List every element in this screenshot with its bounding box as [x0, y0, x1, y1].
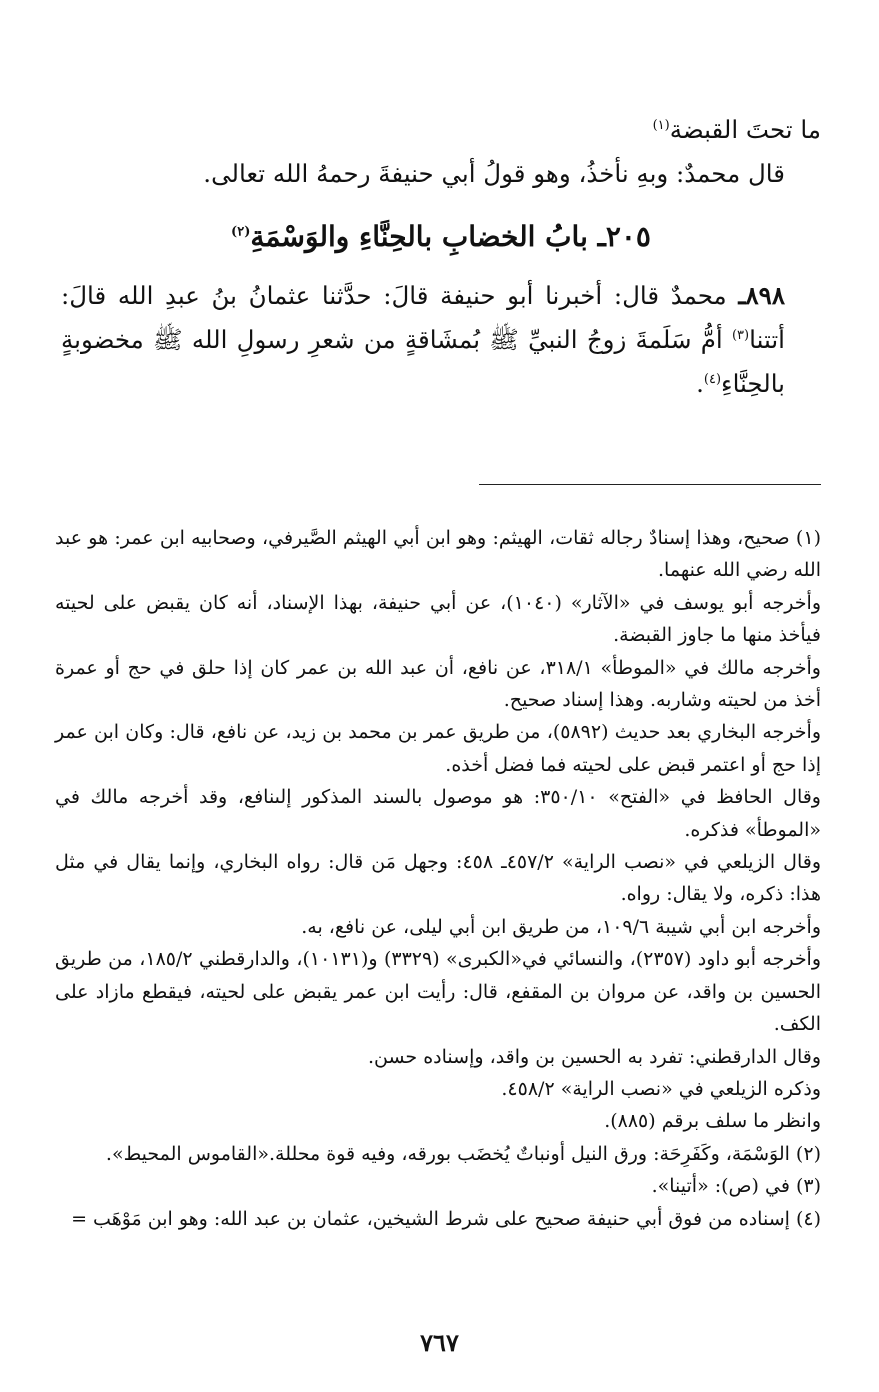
footnote-1-para: وأخرجه أبو يوسف في «الآثار» (١٠٤٠)، عن أبي حنيفة، بهذا الإسناد، أنه كان يقبض على لحيته فيأخذ منها ما جاوز القبضة.	[55, 591, 821, 647]
hadith-text-end: .	[696, 369, 704, 398]
footnote-1	[55, 522, 821, 1138]
chapter-title-text: ٢٠٥ـ بابُ الخضابِ بالحِنَّاءِ والوَسْمَةِ	[250, 220, 651, 253]
footnote-1-para: وأخرجه مالك في «الموطأ» ٣١٨/١، عن نافع، أن عبد الله بن عمر كان إذا حلق في حج أو عمرة أخذ من لحيته وشاربه. وهذا إسناد صحيح.	[55, 656, 821, 712]
footnote-1-para: وأخرجه أبو داود (٢٣٥٧)، والنسائي في«الكبرى» (٣٣٢٩) و(١٠١٣١)، والدارقطني ١٨٥/٢، من طريق الحسين بن واقد، عن مروان بن المقفع، قال: رأيت ابن عمر يقبض على لحيته، فيقطع مازاد على الكف.	[55, 948, 822, 1036]
main-text	[61, 108, 821, 406]
footnote-separator	[479, 484, 821, 485]
footnote-ref-3: (٣)	[731, 327, 750, 343]
footnote-4: (٤) إسناده من فوق أبي حنيفة صحيح على شرط الشيخين، عثمان بن عبد الله: وهو ابن مَوْهَب =	[71, 1207, 821, 1230]
footnote-ref-4: (٤)	[703, 371, 722, 387]
footnote-1-para: وذكره الزيلعي في «نصب الراية» ٤٥٨/٢.	[501, 1077, 821, 1100]
footnote-1-para: وقال الدارقطني: تفرد به الحسين بن واقد، وإسناده حسن.	[367, 1045, 821, 1068]
footnote-1-para: وأخرجه ابن أبي شيبة ١٠٩/٦، من طريق ابن أبي ليلى، عن نافع، به.	[301, 915, 821, 938]
footnote-1-para: وقال الزيلعي في «نصب الراية» ٤٥٧/٢ـ ٤٥٨: وجهل مَن قال: رواه البخاري، وإنما يقال في مثل هذا: ذكره، ولا يقال: رواه.	[55, 851, 822, 906]
footnote-1-para: (١) صحيح، وهذا إسنادٌ رجاله ثقات، الهيثم: وهو ابن أبي الهيثم الصَّيرفي، وصحابيه ابن عمر: هو عبد الله رضي الله عنهما.	[55, 527, 821, 582]
hadith-text-part1: محمدٌ قال: أخبرنا أبو حنيفة قالَ: حدَّثنا عثمانُ بنُ عبدِ الله قالَ: أتتنا	[61, 281, 785, 354]
footnote-ref-1: (١)	[652, 117, 670, 133]
chapter-title	[61, 206, 821, 268]
footnote-ref-2: (٢)	[231, 224, 251, 240]
hadith-text-part2: أمُّ سَلَمةَ زوجُ النبيِّ ﷺ بُمشَاقةٍ من شعرِ رسولِ الله ﷺ مخضوبةٍ بالحِنَّاءِ	[61, 325, 785, 398]
continuation-text: ما تحتَ القبضة	[669, 115, 821, 144]
page-number: ٧٦٧	[420, 1328, 459, 1357]
hadith-898	[61, 274, 821, 406]
footnote-3: (٣) في (ص): «أتينا».	[651, 1175, 821, 1198]
footnote-1-para: وأخرجه البخاري بعد حديث (٥٨٩٢)، من طريق عمر بن محمد بن زيد، عن نافع، قال: وكان ابن عمر إذا حج أو اعتمر قبض على لحيته فما فضل أخذه.	[55, 721, 821, 776]
footnotes	[55, 522, 821, 1235]
footnote-1-para: وانظر ما سلف برقم (٨٨٥).	[604, 1110, 821, 1133]
hadith-number: ٨٩٨ـ	[738, 281, 785, 310]
continuation-line	[61, 108, 821, 152]
muhammad-statement: قال محمدٌ: وبهِ نأخذُ، وهو قولُ أبي حنيفةَ رحمهُ الله تعالى.	[203, 159, 785, 188]
footnote-1-para: وقال الحافظ في «الفتح» ٣٥٠/١٠: هو موصول بالسند المذكور إلىنافع، وقد أخرجه مالك في «الموطأ» فذكره.	[55, 786, 821, 841]
footnote-2: (٢) الوَسْمَة، وكَفَرِحَة: ورق النيل أونباتٌ يُخضَب بورقه، وفيه قوة محللة.«القاموس المحيط».	[105, 1142, 821, 1165]
